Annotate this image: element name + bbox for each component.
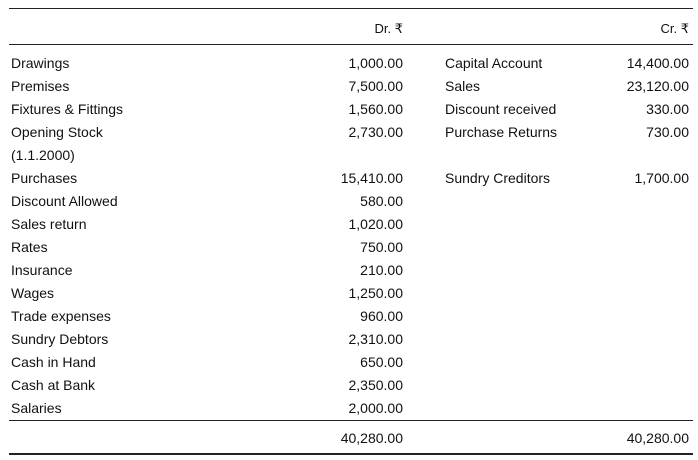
debit-column-header: Dr. ₹: [374, 21, 403, 36]
account-name: Drawings: [11, 55, 70, 71]
account-amount: 1,700.00: [634, 170, 689, 186]
account-amount: 1,560.00: [348, 101, 403, 117]
account-amount: 750.00: [360, 239, 403, 255]
debit-total: 40,280.00: [340, 430, 403, 446]
account-amount: 2,730.00: [348, 124, 403, 140]
account-amount: 23,120.00: [626, 78, 689, 94]
account-name: Capital Account: [445, 55, 543, 71]
account-name: Sales: [445, 78, 481, 94]
account-name: Opening Stock: [11, 124, 103, 140]
account-amount: 2,000.00: [348, 400, 403, 416]
account-name: Sundry Debtors: [11, 331, 109, 347]
account-name: Trade expenses: [11, 308, 111, 324]
account-amount: 330.00: [646, 101, 689, 117]
account-name: (1.1.2000): [11, 147, 75, 163]
account-amount: 1,000.00: [348, 55, 403, 71]
account-name: Wages: [11, 285, 55, 301]
account-amount: 730.00: [646, 124, 689, 140]
account-amount: 1,250.00: [348, 285, 403, 301]
account-name: Salaries: [11, 400, 62, 416]
account-name: Cash at Bank: [11, 377, 96, 393]
account-amount: 650.00: [360, 354, 403, 370]
account-amount: 2,310.00: [348, 331, 403, 347]
account-amount: 7,500.00: [348, 78, 403, 94]
account-amount: 2,350.00: [348, 377, 403, 393]
account-name: Discount received: [445, 101, 557, 117]
credit-total: 40,280.00: [626, 430, 689, 446]
account-name: Insurance: [11, 262, 73, 278]
header-rule: [9, 44, 693, 45]
account-name: Cash in Hand: [11, 354, 96, 370]
account-amount: 210.00: [360, 262, 403, 278]
account-name: Discount Allowed: [11, 193, 118, 209]
total-rule-bottom: [9, 453, 693, 455]
account-amount: 960.00: [360, 308, 403, 324]
account-amount: 15,410.00: [340, 170, 403, 186]
account-amount: 580.00: [360, 193, 403, 209]
account-name: Sundry Creditors: [445, 170, 551, 186]
account-name: Rates: [11, 239, 48, 255]
account-name: Purchase Returns: [445, 124, 558, 140]
account-name: Purchases: [11, 170, 78, 186]
account-name: Sales return: [11, 216, 87, 232]
account-name: Fixtures & Fittings: [11, 101, 124, 117]
account-amount: 14,400.00: [626, 55, 689, 71]
account-name: Premises: [11, 78, 70, 94]
credit-column-header: Cr. ₹: [660, 21, 689, 36]
total-rule-top: [9, 420, 693, 421]
top-rule: [9, 8, 693, 9]
account-amount: 1,020.00: [348, 216, 403, 232]
